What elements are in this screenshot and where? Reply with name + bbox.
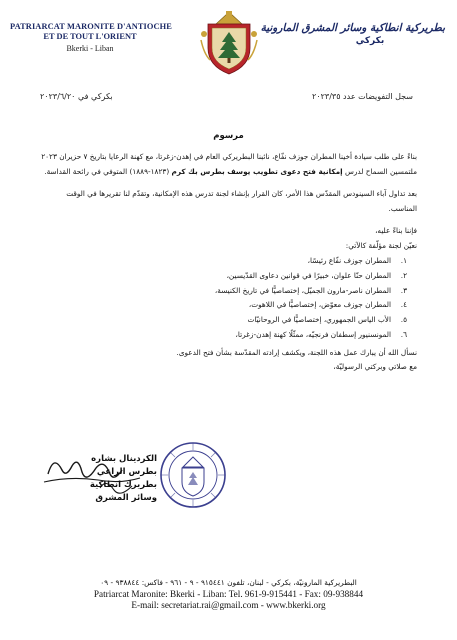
list-item-text: المطران ناصر-مارون الجميّل، إختصاصيًّا في تاريخ الكنيسة،	[214, 285, 391, 295]
footer-contact: Patriarcat Maronite: Bkerki - Liban: Tel. 961-9-915441 - Fax: 09-938844	[93, 589, 364, 599]
list-item-number: ٣.	[400, 285, 407, 295]
list-item	[40, 298, 417, 313]
list-item	[40, 313, 417, 328]
letterhead-french-line2: ET DE TOUT L'ORIENT	[43, 32, 137, 41]
document-body	[40, 150, 417, 375]
committee-list	[40, 254, 417, 343]
list-item	[40, 269, 417, 284]
letterhead-arabic	[260, 22, 445, 46]
letterhead-arabic-line2: بكركي	[355, 36, 385, 46]
register-number: سجل التفويضات عدد ٢٠٢٣/٣٥	[312, 92, 413, 101]
signatory-title: بطريرك انطاكية وسائر المشرق	[89, 480, 157, 503]
appoint-line: نعيّن لجنة مؤلّفة كالآتي:	[345, 240, 417, 250]
signatory-name: الكردينال بشاره بطرس الراعي	[91, 454, 157, 477]
official-seal-icon	[158, 440, 228, 510]
letterhead-french	[10, 22, 170, 53]
list-item-number: ٥.	[400, 315, 407, 325]
list-item-text: المطران حنّا علوان، خبيرًا في قوانين دعاوى القدّيسين،	[226, 270, 391, 280]
list-item-number: ١.	[400, 256, 407, 265]
letter-footer	[0, 578, 457, 610]
paragraph-request-text-b: (١٨٢٣-١٨٨٩) المتوفي في رائحة القداسة.	[44, 166, 172, 176]
list-item	[40, 254, 417, 269]
list-item-number: ٢.	[400, 270, 407, 280]
list-item-number: ٤.	[400, 300, 407, 310]
paragraph-request	[40, 150, 417, 179]
closing-line: مع صلاتي وبركتي الرسوليّة،	[333, 362, 417, 372]
paragraph-synod: بعد تداول آباء السينودس المقدّس هذا الأمر، كان القرار بإنشاء لجنة تدرس هذه الإمكانية، وتقدّم لنا تقريرها في الوقت المناسب.	[66, 189, 417, 213]
footer-arabic-contact: البطريركية المارونيّة، بكركي - لبنان، تلفون ٩١٥٤٤١ - ٩ - ٩٦١ - فاكس: ٩٣٨٨٤٤ - ٠٩	[100, 578, 357, 587]
document-date: بكركي في ٢٠٢٣/٦/٢٠	[40, 92, 113, 101]
list-item-text: الأب الياس الجمهوري، إختصاصيًّا في الروحانيّات	[247, 315, 391, 325]
letterhead-arabic-line1: بطريركية انطاكية وسائر المشرق المارونية	[260, 22, 445, 34]
list-item	[40, 284, 417, 299]
paragraph-request-bold: إمكانية فتح دعوى تطويب يوسف بطرس بك كرم	[171, 166, 343, 176]
list-item-text: المطران جوزف معوّض، إختصاصيًّا في اللاهوت،	[248, 300, 391, 310]
letterhead-french-line1: PATRIARCAT MARONITE D'ANTIOCHE	[10, 22, 172, 31]
patriarchal-crest-icon	[198, 10, 260, 76]
therefore-line: فإننا بناءً عليه،	[375, 226, 417, 235]
list-item-number: ٦.	[400, 329, 407, 339]
letterhead-location: Bkerki - Liban	[66, 44, 114, 53]
list-item	[40, 328, 417, 343]
list-item-text: المطران جوزف نفّاع رئيسًا،	[307, 256, 391, 265]
paragraph-request-text-a: بناءً على طلب سيادة أخينا المطران جوزف نفّاع، نائبنا البطريركي العام في إهدن-زغرتا، مع كهنة الرعايا بتاريخ ٧ حزيران ٢٠٢٣ ملتمسين السماح لدرس	[41, 152, 417, 176]
list-item-text: المونسنيور إسطفان فرنجيّه، ممثّلًا كهنة إهدن-زغرتا،	[235, 329, 391, 339]
footer-email-web: E-mail: secretariat.rai@gmail.com - www.bkerki.org	[131, 600, 326, 610]
prayer-line: نسأل الله أن يبارك عمل هذه اللجنة، ويكشف إرادته المقدّسة بشأن فتح الدعوى.	[176, 347, 417, 357]
signature-block	[62, 453, 157, 505]
document-title: مرسوم	[213, 131, 244, 141]
